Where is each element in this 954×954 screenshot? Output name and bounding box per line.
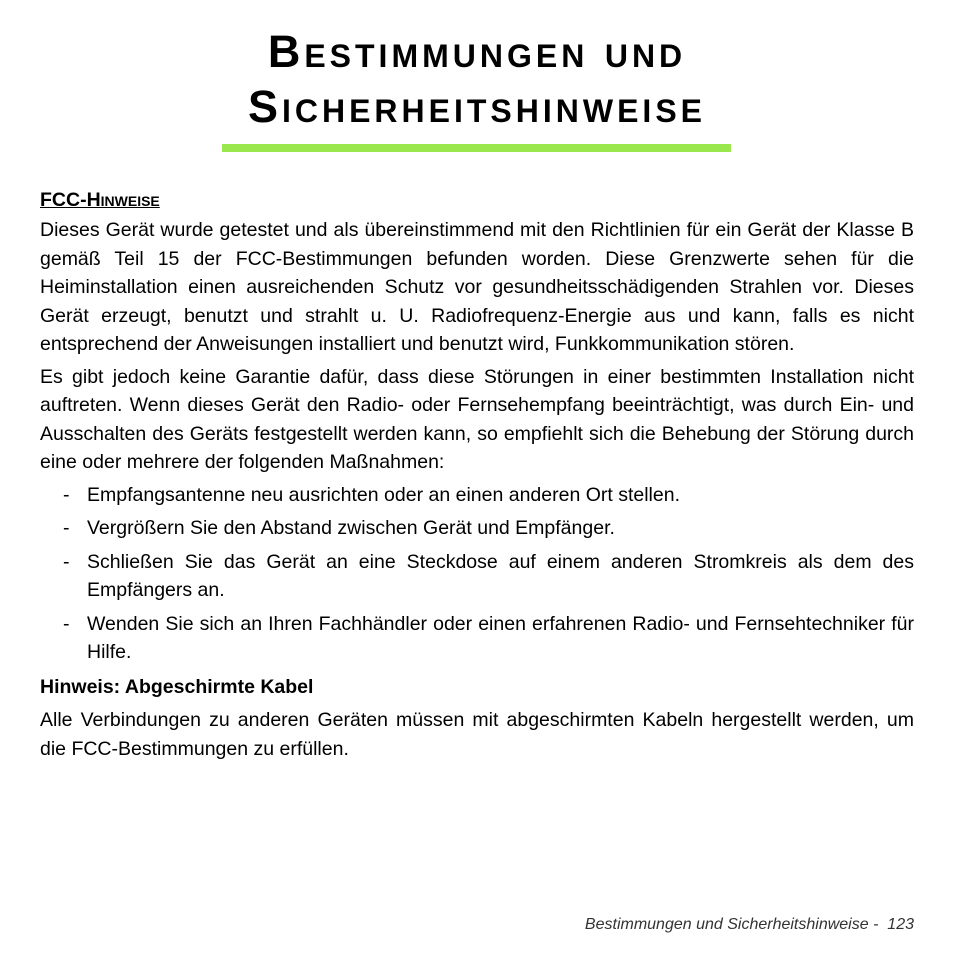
- subheading-shielded-cables: Hinweis: Abgeschirmte Kabel: [40, 675, 314, 698]
- list-item: [40, 548, 914, 605]
- list-item-text: Vergrößern Sie den Abstand zwischen Gerät und Empfänger.: [87, 517, 615, 539]
- page-title: [0, 24, 954, 134]
- list-bullet-dash: -: [63, 483, 70, 506]
- title-underline-bar: [222, 144, 731, 152]
- list-item-text: Wenden Sie sich an Ihren Fachhändler oder einen erfahrenen Radio- und Fernsehtechniker für Hilfe.: [87, 612, 914, 663]
- section-heading-fcc: FCC-Hinweise: [40, 189, 160, 211]
- paragraph-interference-measures: Es gibt jedoch keine Garantie dafür, dass diese Störungen in einer bestimmten Installation nicht auftreten. Wenn dieses Gerät den Radio- oder Fernsehempfang beeinträchtigt, was durch Ein- und Ausschalten des Geräts festgestellt werden kann, so empfiehlt sich die Behebung der Störung durch eine oder mehrere der folgenden Maßnahmen:: [40, 365, 914, 473]
- list-item: [40, 481, 914, 510]
- page-title-line-2: Sicherheitshinweise: [247, 81, 707, 132]
- list-bullet-dash: -: [63, 550, 70, 573]
- list-item: [40, 514, 914, 543]
- main-content: [40, 186, 914, 767]
- footer-page-number: 123: [887, 916, 914, 933]
- list-item: [40, 610, 914, 667]
- paragraph-fcc-compliance: Dieses Gerät wurde getestet und als übereinstimmend mit den Richtlinien für ein Gerät der Klasse B gemäß Teil 15 der FCC-Bestimmungen befunden worden. Diese Grenzwerte sehen für die Heiminstallation einen ausreichenden Schutz vor gesundheitsschädigenden Strahlen vor. Dieses Gerät erzeugt, benutzt und strahlt u. U. Radiofrequenz-Energie aus und kann, falls es nicht entsprechend der Anweisungen installiert und benutzt wird, Funkkommunikation stören.: [40, 219, 914, 355]
- list-bullet-dash: -: [63, 612, 70, 635]
- list-bullet-dash: -: [63, 517, 70, 539]
- page-title-line-1: Bestimmungen und: [267, 26, 687, 77]
- measures-list: [40, 481, 914, 667]
- page-footer: [585, 916, 914, 934]
- list-item-text: Schließen Sie das Gerät an eine Steckdose auf einem anderen Stromkreis als dem des Empfängers an.: [87, 550, 914, 601]
- paragraph-shielded-cables: Alle Verbindungen zu anderen Geräten müssen mit abgeschirmten Kabeln hergestellt werden, um die FCC-Bestimmungen zu erfüllen.: [40, 709, 914, 760]
- footer-running-title: Bestimmungen und Sicherheitshinweise -: [584, 916, 879, 933]
- list-item-text: Empfangsantenne neu ausrichten oder an einen anderen Ort stellen.: [87, 483, 680, 506]
